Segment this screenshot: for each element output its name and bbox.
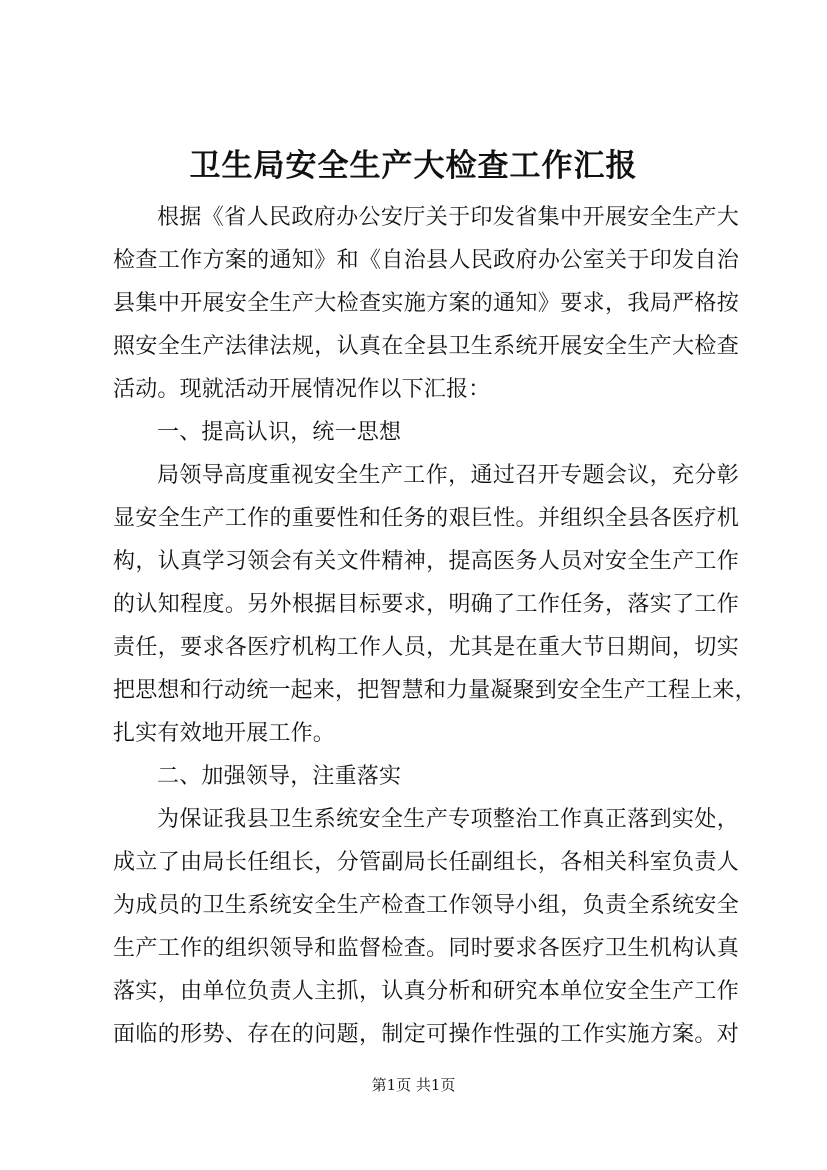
text-line: 把思想和行动统一起来，把智慧和力量凝聚到安全生产工程上来， — [113, 678, 757, 703]
document-body — [113, 196, 757, 1056]
text-line: 面临的形势、存在的问题，制定可操作性强的工作实施方案。对 — [113, 1022, 739, 1047]
text-line: 二、加强领导，注重落实 — [157, 764, 402, 789]
text-line: 落实，由单位负责人主抓，认真分析和研究本单位安全生产工作 — [113, 979, 739, 1004]
text-line: 的认知程度。另外根据目标要求，明确了工作任务，落实了工作 — [113, 592, 739, 617]
text-line: 一、提高认识，统一思想 — [157, 420, 402, 445]
text-line: 检查工作方案的通知》和《自治县人民政府办公室关于印发自治 — [113, 248, 739, 273]
text-line: 构，认真学习领会有关文件精神，提高医务人员对安全生产工作 — [113, 549, 739, 574]
text-line: 生产工作的组织领导和监督检查。同时要求各医疗卫生机构认真 — [113, 936, 739, 961]
document-title: 卫生局安全生产大检查工作汇报 — [189, 148, 638, 184]
text-line: 活动。现就活动开展情况作以下汇报： — [113, 377, 491, 402]
page-footer: 第1页 共1页 — [371, 1076, 456, 1094]
text-line: 为保证我县卫生系统安全生产专项整治工作真正落到实处， — [157, 807, 739, 832]
text-line: 照安全生产法律法规，认真在全县卫生系统开展安全生产大检查 — [113, 334, 739, 359]
text-line: 责任，要求各医疗机构工作人员，尤其是在重大节日期间，切实 — [113, 635, 739, 660]
text-line: 显安全生产工作的重要性和任务的艰巨性。并组织全县各医疗机 — [113, 506, 739, 531]
text-line: 局领导高度重视安全生产工作，通过召开专题会议，充分彰 — [157, 463, 739, 488]
text-line: 县集中开展安全生产大检查实施方案的通知》要求，我局严格按 — [113, 291, 739, 316]
text-line: 成立了由局长任组长，分管副局长任副组长，各相关科室负责人 — [113, 850, 739, 875]
text-line: 根据《省人民政府办公安厅关于印发省集中开展安全生产大 — [157, 205, 739, 230]
text-line: 扎实有效地开展工作。 — [113, 721, 336, 746]
text-line: 为成员的卫生系统安全生产检查工作领导小组，负责全系统安全 — [113, 893, 739, 918]
